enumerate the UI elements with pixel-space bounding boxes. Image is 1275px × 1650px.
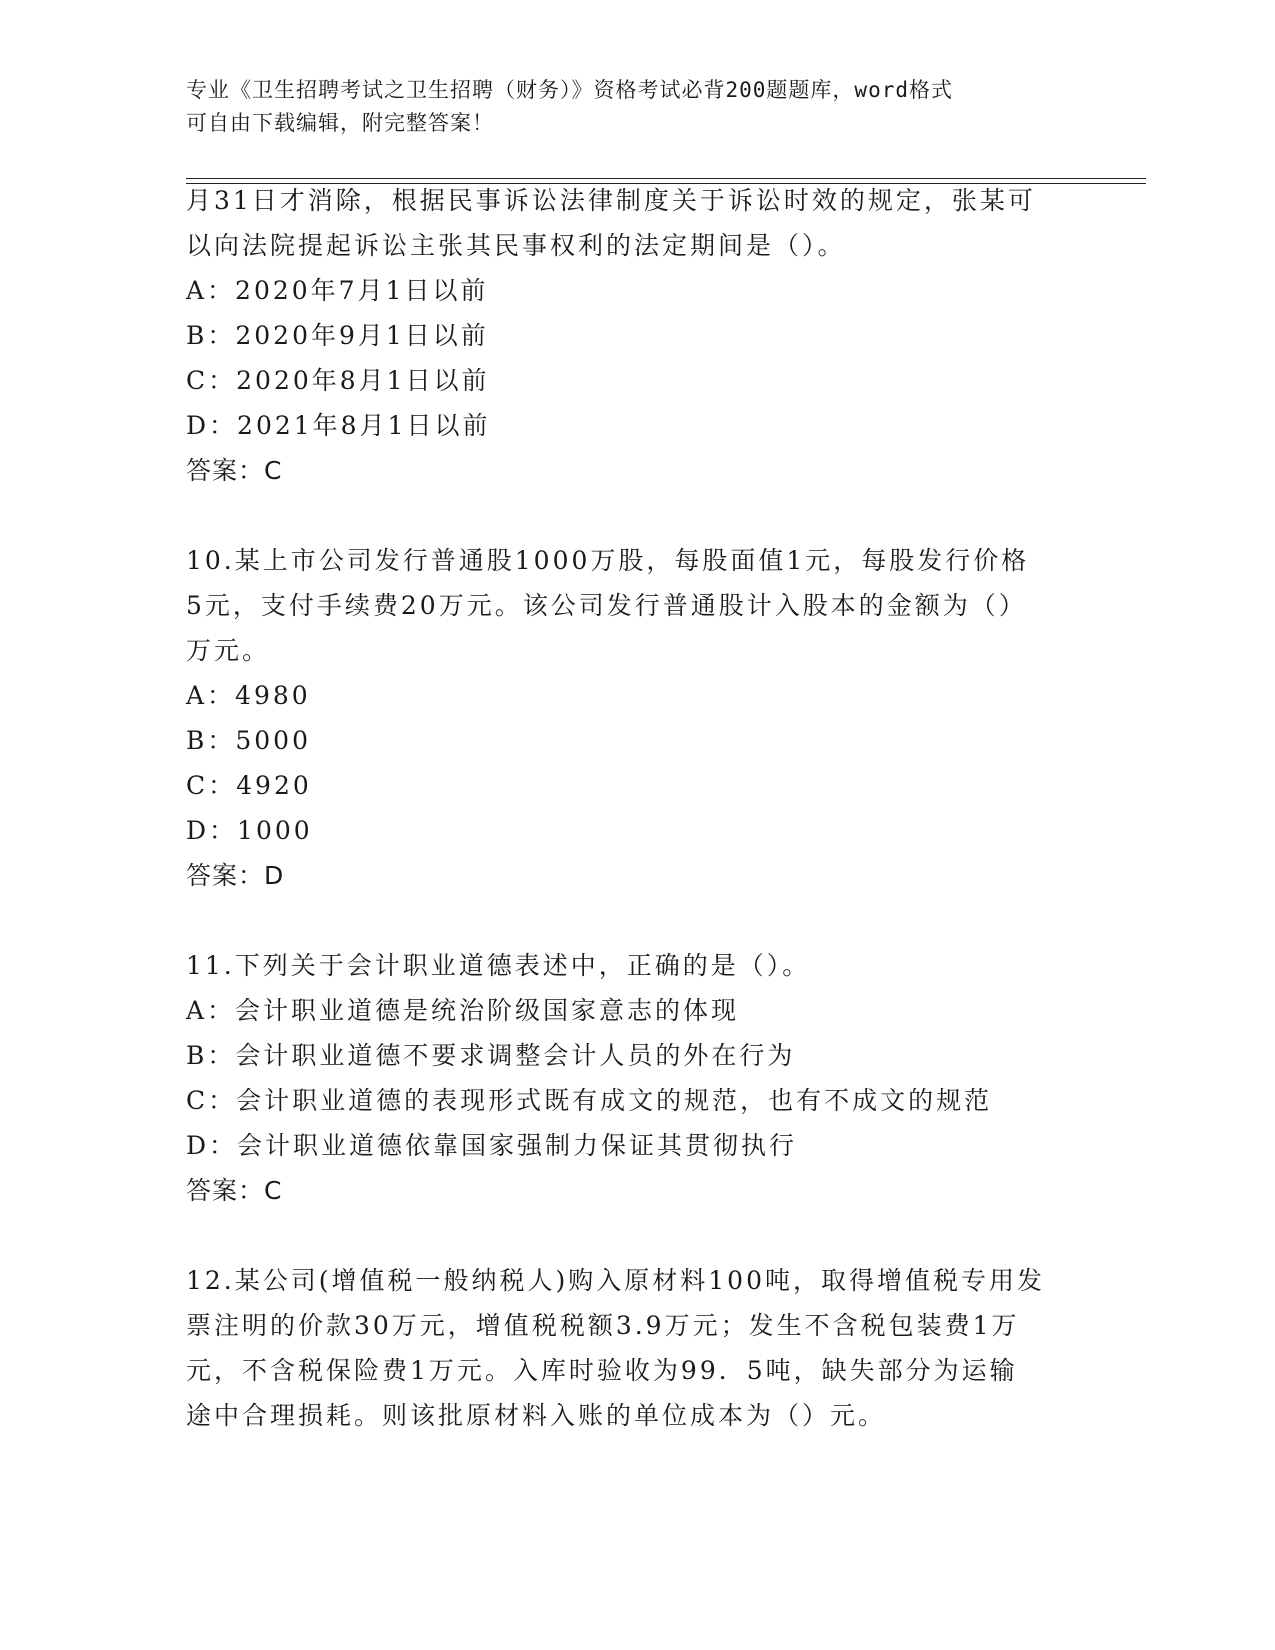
option-a: A：2020年7月1日以前 <box>186 276 489 305</box>
question-stem: 10.某上市公司发行普通股1000万股，每股面值1元，每股发行价格 <box>186 546 1030 575</box>
answer: 答案：C <box>186 456 283 485</box>
question-12 <box>186 1258 1086 1438</box>
question-stem: 11.下列关于会计职业道德表述中，正确的是（）。 <box>186 951 811 980</box>
header-line-2: 可自由下载编辑，附完整答案！ <box>186 111 494 135</box>
option-b: B：2020年9月1日以前 <box>186 321 489 350</box>
option-c: C：4920 <box>186 771 312 800</box>
option-a: A：4980 <box>186 681 311 710</box>
question-stem: 元，不含税保险费1万元。入库时验收为99．5吨，缺失部分为运输 <box>186 1356 1018 1385</box>
question-stem: 5元，支付手续费20万元。该公司发行普通股计入股本的金额为（） <box>186 591 1027 620</box>
spacer <box>186 493 1086 538</box>
option-b: B：5000 <box>186 726 311 755</box>
question-stem: 12.某公司(增值税一般纳税人)购入原材料100吨，取得增值税专用发 <box>186 1266 1045 1295</box>
answer: 答案：C <box>186 1176 283 1205</box>
option-a: A：会计职业道德是统治阶级国家意志的体现 <box>186 996 740 1025</box>
question-stem: 票注明的价款30万元，增值税税额3.9万元；发生不含税包装费1万 <box>186 1311 1020 1340</box>
question-stem: 以向法院提起诉讼主张其民事权利的法定期间是（）。 <box>186 231 846 260</box>
question-stem: 万元。 <box>186 636 271 665</box>
header-line-1: 专业《卫生招聘考试之卫生招聘（财务）》资格考试必背200题题库，word格式 <box>186 78 953 102</box>
option-c: C：会计职业道德的表现形式既有成文的规范，也有不成文的规范 <box>186 1086 993 1115</box>
question-stem: 月31日才消除，根据民事诉讼法律制度关于诉讼时效的规定，张某可 <box>186 186 1036 215</box>
option-d: D：会计职业道德依靠国家强制力保证其贯彻执行 <box>186 1131 798 1160</box>
question-9 <box>186 178 1086 493</box>
option-c: C：2020年8月1日以前 <box>186 366 490 395</box>
answer: 答案：D <box>186 861 285 890</box>
document-header <box>186 74 1066 140</box>
option-b: B：会计职业道德不要求调整会计人员的外在行为 <box>186 1041 796 1070</box>
spacer <box>186 898 1086 943</box>
question-11 <box>186 943 1086 1213</box>
question-stem: 途中合理损耗。则该批原材料入账的单位成本为（）元。 <box>186 1401 887 1430</box>
option-d: D：1000 <box>186 816 313 845</box>
spacer <box>186 1213 1086 1258</box>
document-body <box>186 178 1086 1438</box>
option-d: D：2021年8月1日以前 <box>186 411 491 440</box>
question-10 <box>186 538 1086 898</box>
